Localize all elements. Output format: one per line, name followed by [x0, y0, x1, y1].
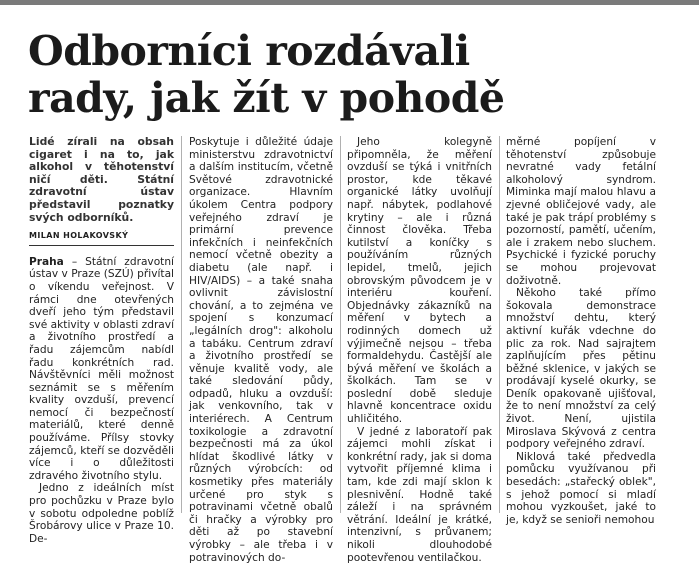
- paragraph: Jeho kolegyně připomněla, že měření ovzduší se týká i vnitřních prostor, kde těkavé organické látky uvolňují např. nábytek, podlahové krytiny – ale i různá činnost člověka. Třeba kutilství a koníčky s používáním různých lepidel, tmelů, jejich obrovským původcem je v interiéru kouření. Objednávky zákazníků na měření v bytech a rodinných domech už výjimečně nejsou – třeba formaldehydu. Častější ale bývá měření ve školách a školkách. Tam se v poslední době sleduje hlavně koncentrace oxidu uhličitého.: [347, 136, 492, 426]
- column-divider: [499, 136, 500, 513]
- dateline-place: Praha: [29, 255, 64, 268]
- paragraph: Jedno z ideálních míst pro pochůzku v Praze bylo v sobotu odpoledne poblíž Šrobárovy ulice v Praze 10. De-: [29, 482, 174, 545]
- article-column-4: [506, 136, 656, 526]
- paragraph: Niklová také předvedla pomůcku využívanou při besedách: „stařecký oblek", s jehož pomocí si mladí mohou vyzkoušet, jaké to je, když se senioři nemohou: [506, 450, 656, 526]
- column-divider: [181, 136, 182, 513]
- paragraph-text: – Státní zdravotní ústav v Praze (SZÚ) přivítal o víkendu veřejnost. V rámci dne otevřených dveří jeho tým představil své aktivity v oblasti zdraví a životního prostředí a řadu zájemcům nabídl řadu konkrétních rad. Návštěvníci měli možnost seznámit se s měřením kvality ovzduší, prevencí nemocí či bezpečností materiálů, které denně používáme. Přílsy stovky zájemců, kteří se dozvěděli více i o důležitosti zdravého životního stylu.: [29, 255, 175, 482]
- headline-line-1: Odborníci rozdávali: [28, 27, 470, 75]
- paragraph: V jedné z laboratoří pak zájemci mohli získat i konkrétní rady, jak si doma vytvořit příjemné klima i tam, kde zdi mají sklon k plesnivění. Hodně také záleží i na správném větrání. Ideální je krátké, intenzivní, s průvanem; nikoli dlouhodobé pootevřenou ventilačkou.: [347, 425, 492, 564]
- paragraph: [29, 256, 174, 483]
- headline-line-2: rady, jak žít v pohodě: [28, 74, 505, 122]
- headline: [28, 28, 688, 122]
- column-divider: [340, 136, 341, 513]
- author-byline: MILAN HOLAKOVSKÝ: [29, 230, 174, 246]
- perex: Lidé zírali na obsah cigaret i na to, jak alkohol v těhotenství ničí děti. Státní zdravotní ústav představil poznatky svých odborníků.: [29, 135, 174, 224]
- article-column-2: [189, 136, 333, 564]
- paragraph: Někoho také přímo šokovala demonstrace množství dehtu, který aktivní kuřák vdechne do plic za rok. Nad sajrajtem zaplňujícím přes pětinu běžné sklenice, v jakých se prodávají kyselé okurky, se Deník opakovaně ujišťoval, že to není množství za celý život. Není, ujistila Miroslava Skývová z centra podpory veřejného zdraví.: [506, 287, 656, 451]
- paragraph: Poskytuje i důležité údaje ministerstvu zdravotnictví a dalším institucím, včetně Světové zdravotnické organizace. Hlavním úkolem Centra podpory veřejného zdraví je primární prevence infekčních i neinfekčních nemocí včetně obezity a diabetu (ale např. i HIV/AIDS) – a také snaha ovlivnit závislostní chování, a to zejména ve spojení s konzumací „legálních drog": alkoholu a tabáku. Centrum zdraví a životního prostředí se věnuje kvalitě vody, ale také sledování půdy, odpadů, hluku a ovzduší: jak venkovního, tak v interiérech. A Centrum toxikologie a zdravotní bezpečnosti má za úkol hlídat škodlivé látky v různých výrobcích: od kosmetiky přes materiály určené pro styk s potravinami včetně obalů či hračky a výrobky pro děti až po stavební výrobky – ale třeba i v potravinových do-: [189, 136, 333, 564]
- paragraph: měrné popíjení v těhotenství způsobuje nevratné vady fetální alkoholový syndrom. Miminka mají malou hlavu a zjevné obličejové vady, ale také je pak trápí problémy s pozorností, pamětí, učením, ale i zrakem nebo sluchem. Psychické i fyzické poruchy se mohou projevovat doživotně.: [506, 136, 656, 287]
- top-rule: [0, 0, 699, 5]
- article-column-1: [29, 135, 175, 545]
- article-column-3: [347, 136, 492, 564]
